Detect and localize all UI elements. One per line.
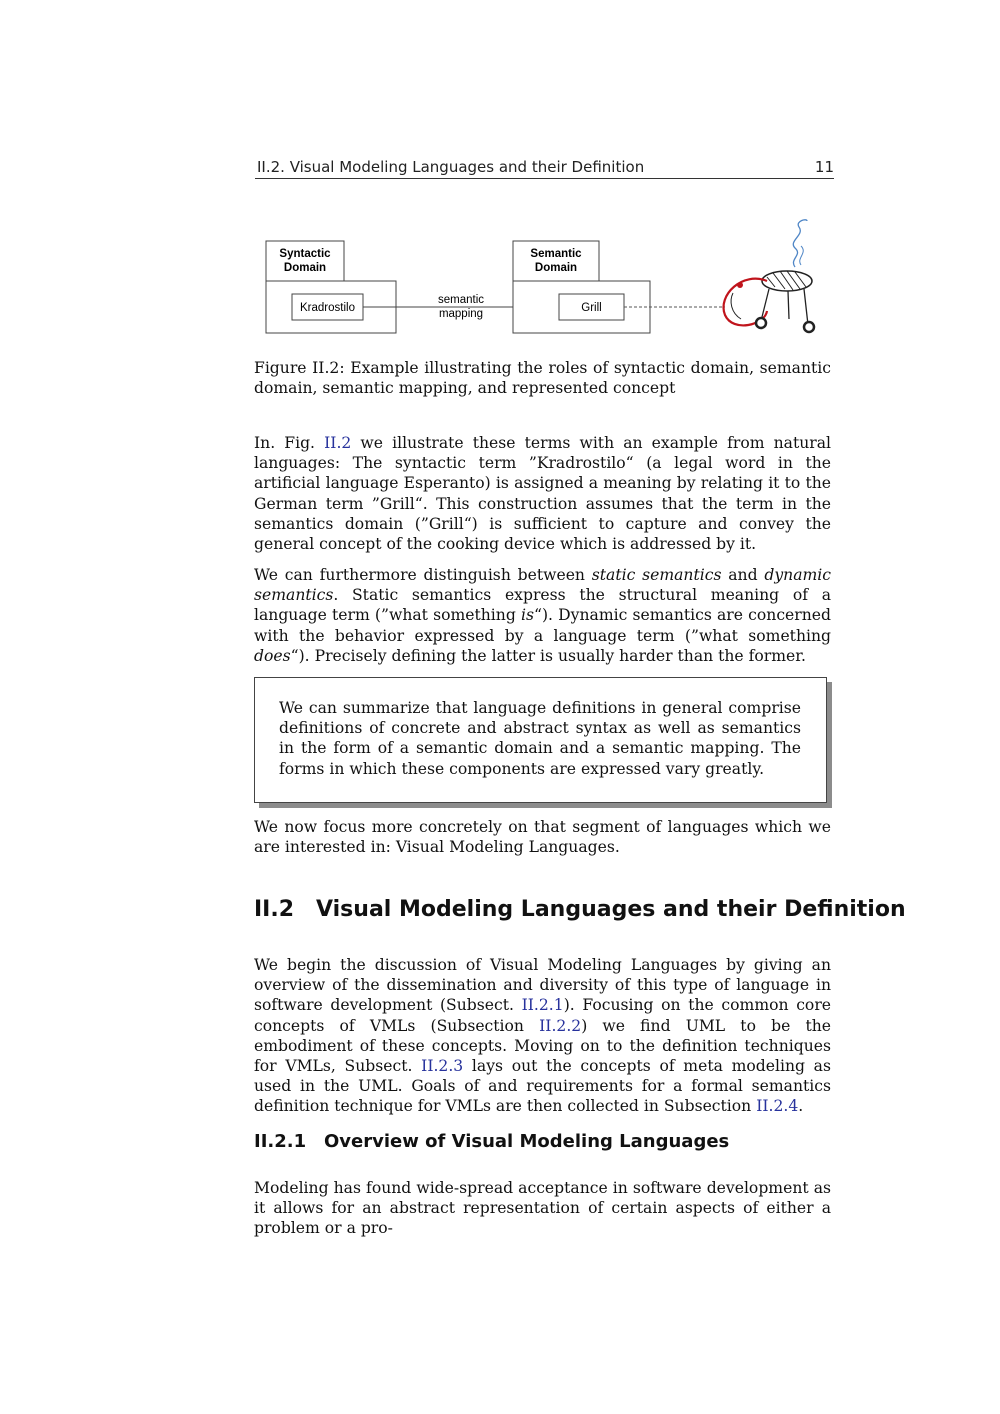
grill-leg (788, 291, 789, 319)
figure-ref-link[interactable]: II.2 (324, 434, 352, 452)
text-run: We begin the discussion of Visual Modeling Languages by giving an overview of the dissemination and diversity of this type of language in software development (Subsect. (254, 956, 831, 1015)
text-run: and (721, 566, 765, 584)
text-run: “). Precisely defining the latter is usually harder than the former. (290, 646, 806, 665)
paragraph-semantics (254, 565, 831, 666)
semantic-mapping-label: semantic (437, 294, 485, 306)
text-run: lays out the concepts of meta modeling as used in the UML. Goals of and requirements for a formal semantics definition technique for VMLs are then collected in Subsection (254, 1057, 831, 1116)
syntactic-domain-label: Domain (283, 262, 327, 274)
subsection-title: Overview of Visual Modeling Languages (324, 1131, 730, 1152)
section-ref-link[interactable]: II.2.4 (756, 1097, 799, 1116)
section-heading (254, 897, 906, 922)
semantic-domain-label: Domain (534, 262, 578, 274)
text-run: ) we find UML to be the embodiment of these concepts. Moving on to the definition techniques for VMLs, Subsect. (254, 1016, 831, 1076)
summary-text: We can summarize that language definitions in general comprise definitions of concrete and abstract syntax as well as semantics in the form of a semantic domain and a semantic mapping. The forms in which these components are expressed vary greatly. (279, 699, 801, 778)
text-run: “). Dynamic semantics are concerned with the behavior expressed by a language term (”what something (254, 606, 831, 645)
paragraph-modeling: Modeling has found wide-spread acceptance in software development as it allows for an abstract representation of certain aspects of either a problem or a pro- (254, 1179, 831, 1238)
running-head-title: II.2. Visual Modeling Languages and their Definition (257, 158, 645, 176)
text-run: ). Focusing on the common core concepts of VMLs (Subsection (254, 996, 831, 1035)
figure-caption: Figure II.2: Example illustrating the roles of syntactic domain, semantic domain, semantic mapping, and represented concept (254, 359, 831, 398)
syntactic-domain-tab (266, 241, 344, 281)
section-ref-link[interactable]: II.2.2 (539, 1016, 582, 1035)
syntactic-term-label: Kradrostilo (300, 302, 355, 314)
grill-leg (804, 289, 808, 325)
subsection-number: II.2.1 (254, 1131, 307, 1152)
text-run: . Static semantics express the structural meaning of a language term (”what something (254, 586, 831, 625)
emphasis: dynamic semantics (254, 566, 831, 605)
grill-lid-inner (731, 293, 741, 319)
text-run: We can furthermore distinguish between (254, 566, 592, 584)
running-head (255, 156, 834, 179)
emphasis: does (254, 646, 291, 665)
section-title: Visual Modeling Languages and their Definition (316, 897, 906, 922)
paragraph-overview (254, 955, 831, 1117)
grill-wheel-icon (804, 322, 814, 332)
grill-knob (737, 282, 743, 288)
grill-wheel-icon (756, 318, 766, 328)
paragraph-focus: We now focus more concretely on that segment of languages which we are interested in: Visual Modeling Languages. (254, 818, 831, 857)
section-ref-link[interactable]: II.2.1 (521, 996, 564, 1015)
emphasis: is (521, 606, 534, 625)
emphasis: static semantics (591, 566, 722, 584)
subsection-heading (254, 1131, 729, 1152)
semantic-mapping-label: mapping (438, 308, 484, 320)
page-number: 11 (814, 158, 834, 176)
summary-box (254, 677, 827, 803)
text-run: we illustrate these terms with an example from natural languages: The syntactic term ”Kradrostilo“ (a legal word in the artificial language Esperanto) is assigned a meaning by relating it to the German term ”Grill“. This construction assumes that the term in the semantics domain (”Grill“) is sufficient to capture and convey the general concept of the cooking device which is addressed by it. (254, 434, 831, 554)
section-ref-link[interactable]: II.2.3 (421, 1057, 464, 1076)
text-run: In. Fig. (254, 434, 325, 452)
semantic-domain-tab (513, 241, 599, 281)
semantic-domain-label: Semantic (530, 248, 582, 260)
grill-icon (724, 220, 814, 332)
syntactic-domain-label: Syntactic (279, 248, 331, 260)
section-number: II.2 (254, 897, 295, 922)
smoke-icon (800, 246, 804, 265)
semantic-term-label: Grill (581, 302, 602, 314)
paragraph-example (254, 433, 831, 554)
figure-semantic-mapping (255, 215, 835, 340)
text-run: . (798, 1097, 804, 1116)
